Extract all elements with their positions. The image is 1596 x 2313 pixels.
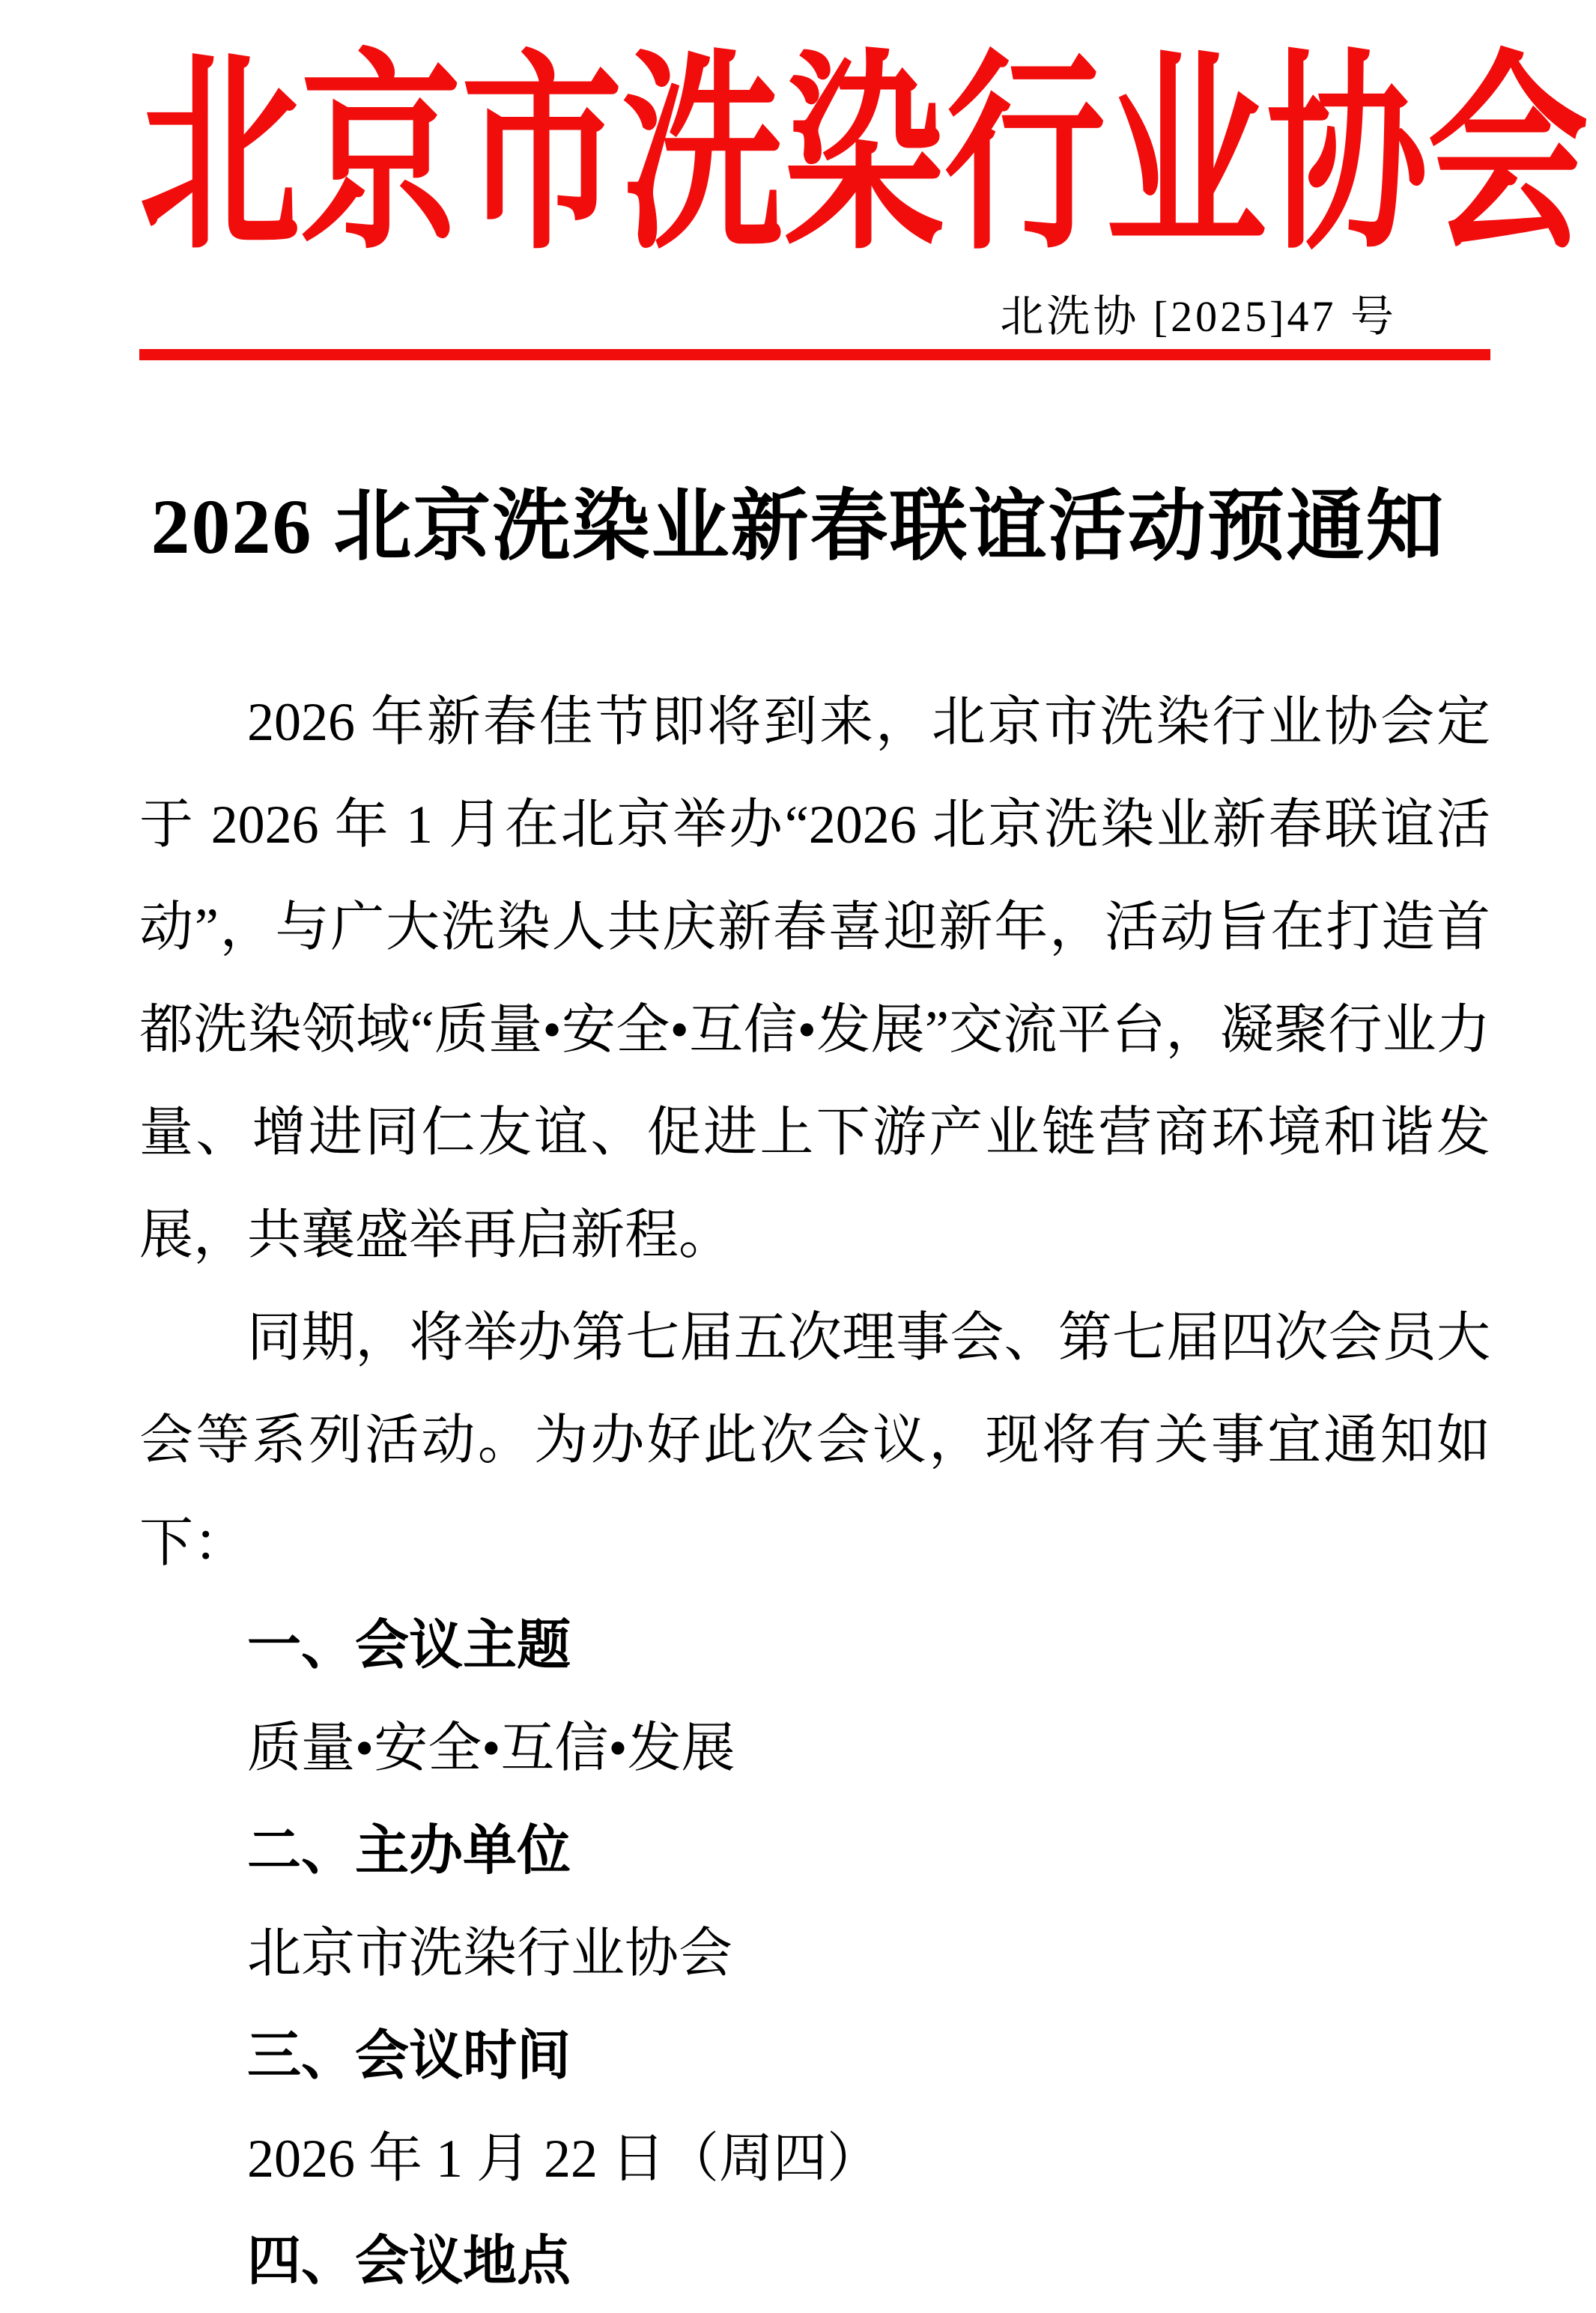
org-title: 北京市洗染行业协会 bbox=[139, 38, 1589, 275]
doc-number: 北洗协 [2025]47 号 bbox=[1000, 292, 1397, 341]
letterhead bbox=[0, 31, 1596, 360]
section-body-organizer: 北京市洗染行业协会 bbox=[247, 1924, 733, 1983]
section-body-theme: 质量•安全•互信•发展 bbox=[247, 1718, 735, 1778]
section-heading-organizer: 二、主办单位 bbox=[247, 1821, 571, 1881]
document-content bbox=[0, 671, 1596, 2313]
section-heading-theme: 一、会议主题 bbox=[247, 1616, 571, 1676]
document-page bbox=[0, 31, 1596, 2291]
section-heading-time: 三、会议时间 bbox=[247, 2026, 571, 2086]
document-body bbox=[0, 479, 1596, 2313]
doc-title: 2026 北京洗染业新春联谊活动预通知 bbox=[151, 484, 1445, 570]
paragraph-meetings: 同期，将举办第七届五次理事会、第七届四次会员大会等系列活动。为办好此次会议，现将有关事宜通知如下： bbox=[139, 1308, 1490, 1573]
section-body-time: 2026 年 1 月 22 日（周四） bbox=[247, 2129, 882, 2189]
red-divider-rule bbox=[139, 349, 1490, 360]
paragraph-intro: 2026 年新春佳节即将到来，北京市洗染行业协会定于 2026 年 1 月在北京举办“2026 北京洗染业新春联谊活动”，与广大洗染人共庆新春喜迎新年，活动旨在打造首都洗染领域“质量•安全•互信•发展”交流平台，凝聚行业力量、增进同仁友谊、促进上下游产业链营商环境和谐发展，共襄盛举再启新程。 bbox=[139, 692, 1490, 1265]
section-heading-location: 四、会议地点 bbox=[247, 2231, 571, 2291]
